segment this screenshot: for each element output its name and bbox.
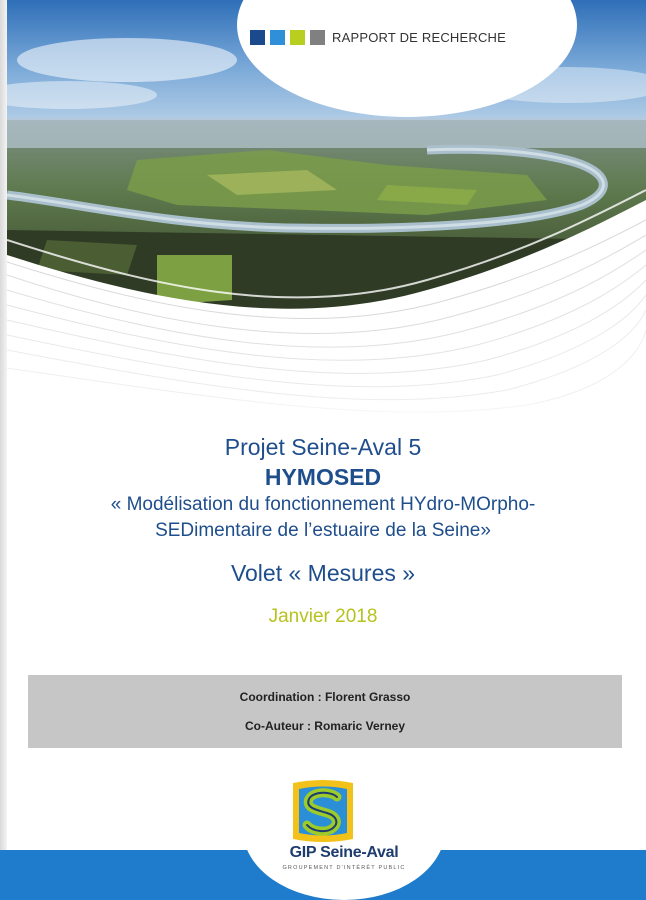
report-type-label: RAPPORT DE RECHERCHE xyxy=(332,30,506,45)
brand-square-green xyxy=(290,30,305,45)
logo-tagline: GROUPEMENT D'INTÉRÊT PUBLIC xyxy=(282,865,406,871)
report-type-header xyxy=(250,26,550,52)
co-author-line: Co-Auteur : Romaric Verney xyxy=(244,719,406,733)
aerial-river-landscape-image xyxy=(7,0,646,430)
gip-seine-aval-logo-icon xyxy=(287,777,359,845)
brand-square-light-blue xyxy=(270,30,285,45)
volet-title: Volet « Mesures » xyxy=(230,560,416,586)
logo-name: GIP Seine-Aval xyxy=(289,844,399,861)
coordination-line: Coordination : Florent Grasso xyxy=(239,690,411,704)
report-date: Janvier 2018 xyxy=(268,606,378,627)
brand-square-gray xyxy=(310,30,325,45)
brand-square-dark-blue xyxy=(250,30,265,45)
authors-box xyxy=(28,675,622,748)
project-name: Projet Seine-Aval 5 xyxy=(224,434,422,460)
title-block xyxy=(0,432,646,630)
project-subtitle-line1: « Modélisation du fonctionnement HYdro-MOrpho- xyxy=(110,494,536,515)
aerial-photo-banner xyxy=(7,0,646,430)
project-subtitle-line2: SEDimentaire de l’estuaire de la Seine» xyxy=(155,520,491,541)
project-acronym: HYMOSED xyxy=(264,464,382,490)
